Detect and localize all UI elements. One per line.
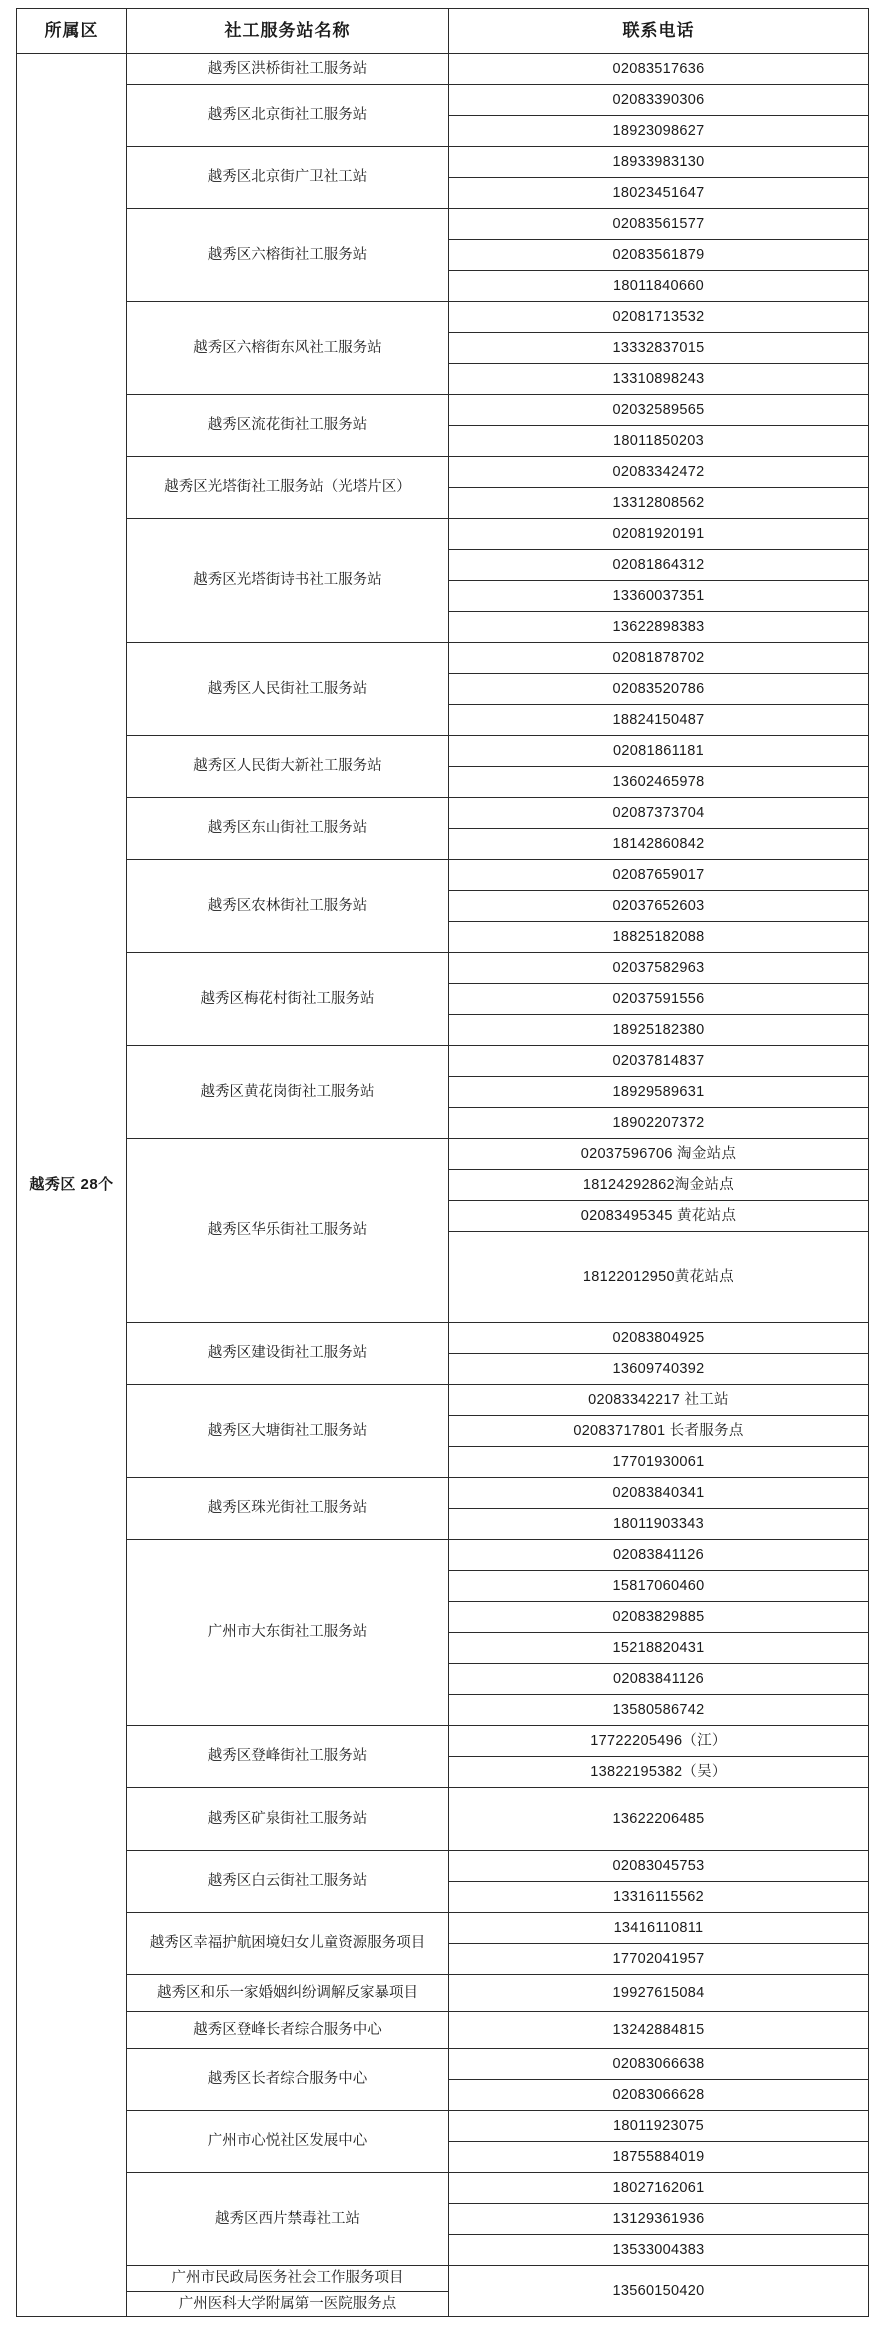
phone-cell: 13312808562	[449, 488, 869, 519]
phone-cell: 02083561879	[449, 240, 869, 271]
phone-cell: 02083390306	[449, 85, 869, 116]
phone-cell: 13822195382（吴）	[449, 1757, 869, 1788]
station-name-cell: 越秀区农林街社工服务站	[127, 860, 449, 953]
table-row	[17, 1975, 869, 2012]
station-name-cell: 越秀区北京街社工服务站	[127, 85, 449, 147]
phone-cell: 13332837015	[449, 333, 869, 364]
station-name-cell: 越秀区人民街社工服务站	[127, 643, 449, 736]
table-row	[17, 1851, 869, 1882]
phone-cell: 18933983130	[449, 147, 869, 178]
phone-cell: 18902207372	[449, 1108, 869, 1139]
table-row	[17, 643, 869, 674]
table-row	[17, 1540, 869, 1571]
table-row	[17, 209, 869, 240]
table-row	[17, 85, 869, 116]
table-row	[17, 1478, 869, 1509]
station-name-cell: 越秀区西片禁毒社工站	[127, 2173, 449, 2266]
station-name-cell: 越秀区大塘街社工服务站	[127, 1385, 449, 1478]
phone-cell: 02083342217 社工站	[449, 1385, 869, 1416]
station-name-cell: 广州市民政局医务社会工作服务项目	[127, 2266, 449, 2292]
phone-cell: 18011903343	[449, 1509, 869, 1540]
column-header-station: 社工服务站名称	[127, 9, 449, 54]
phone-cell: 17701930061	[449, 1447, 869, 1478]
station-name-cell: 越秀区珠光街社工服务站	[127, 1478, 449, 1540]
table-row	[17, 736, 869, 767]
station-name-cell: 越秀区洪桥街社工服务站	[127, 54, 449, 85]
table-row	[17, 302, 869, 333]
phone-cell: 02032589565	[449, 395, 869, 426]
phone-cell: 02037814837	[449, 1046, 869, 1077]
social-work-station-contact-table	[16, 8, 869, 2317]
phone-cell: 02081861181	[449, 736, 869, 767]
phone-cell: 18929589631	[449, 1077, 869, 1108]
station-name-cell: 越秀区建设街社工服务站	[127, 1323, 449, 1385]
phone-cell: 18011850203	[449, 426, 869, 457]
phone-cell: 02083841126	[449, 1664, 869, 1695]
table-row	[17, 2049, 869, 2080]
phone-cell: 18124292862淘金站点	[449, 1170, 869, 1201]
phone-cell: 18825182088	[449, 922, 869, 953]
station-name-cell: 越秀区登峰长者综合服务中心	[127, 2012, 449, 2049]
station-name-cell: 广州市大东街社工服务站	[127, 1540, 449, 1726]
phone-cell: 02081713532	[449, 302, 869, 333]
phone-cell: 02083066638	[449, 2049, 869, 2080]
phone-cell: 18142860842	[449, 829, 869, 860]
table-row	[17, 395, 869, 426]
phone-cell: 02083561577	[449, 209, 869, 240]
table-row	[17, 1323, 869, 1354]
table-body	[17, 54, 869, 2317]
station-name-cell: 越秀区白云街社工服务站	[127, 1851, 449, 1913]
phone-cell: 02087659017	[449, 860, 869, 891]
table-row	[17, 1726, 869, 1757]
phone-cell: 02081920191	[449, 519, 869, 550]
phone-cell: 02083829885	[449, 1602, 869, 1633]
phone-cell: 18023451647	[449, 178, 869, 209]
phone-cell: 18011923075	[449, 2111, 869, 2142]
phone-cell: 15218820431	[449, 1633, 869, 1664]
station-name-cell: 越秀区和乐一家婚姻纠纷调解反家暴项目	[127, 1975, 449, 2012]
station-name-cell: 越秀区华乐街社工服务站	[127, 1139, 449, 1323]
phone-cell: 18122012950黄花站点	[449, 1232, 869, 1323]
phone-cell: 02083804925	[449, 1323, 869, 1354]
station-name-cell: 越秀区幸福护航困境妇女儿童资源服务项目	[127, 1913, 449, 1975]
station-name-cell: 越秀区东山街社工服务站	[127, 798, 449, 860]
phone-cell: 13533004383	[449, 2235, 869, 2266]
phone-cell: 02081864312	[449, 550, 869, 581]
table-row	[17, 1385, 869, 1416]
phone-cell: 02083717801 长者服务点	[449, 1416, 869, 1447]
phone-cell: 02037596706 淘金站点	[449, 1139, 869, 1170]
phone-cell: 17702041957	[449, 1944, 869, 1975]
table-row	[17, 1788, 869, 1851]
phone-cell: 02083045753	[449, 1851, 869, 1882]
station-name-cell: 越秀区人民街大新社工服务站	[127, 736, 449, 798]
district-cell: 越秀区 28个	[17, 54, 127, 2317]
phone-cell: 02037582963	[449, 953, 869, 984]
phone-cell: 02083495345 黄花站点	[449, 1201, 869, 1232]
phone-cell: 18011840660	[449, 271, 869, 302]
phone-cell: 13622898383	[449, 612, 869, 643]
phone-cell: 02087373704	[449, 798, 869, 829]
phone-cell: 13622206485	[449, 1788, 869, 1851]
phone-cell: 13129361936	[449, 2204, 869, 2235]
phone-cell: 02037591556	[449, 984, 869, 1015]
station-name-cell: 越秀区北京街广卫社工站	[127, 147, 449, 209]
phone-cell: 19927615084	[449, 1975, 869, 2012]
station-name-cell: 越秀区黄花岗街社工服务站	[127, 1046, 449, 1139]
phone-cell: 13310898243	[449, 364, 869, 395]
phone-cell: 18824150487	[449, 705, 869, 736]
table-row	[17, 147, 869, 178]
station-name-cell: 越秀区流花街社工服务站	[127, 395, 449, 457]
phone-cell: 02083520786	[449, 674, 869, 705]
phone-cell: 18923098627	[449, 116, 869, 147]
station-name-cell: 越秀区登峰街社工服务站	[127, 1726, 449, 1788]
phone-cell: 18027162061	[449, 2173, 869, 2204]
phone-cell: 02037652603	[449, 891, 869, 922]
column-header-district: 所属区	[17, 9, 127, 54]
table-row	[17, 798, 869, 829]
table-row	[17, 953, 869, 984]
phone-cell: 02083342472	[449, 457, 869, 488]
station-name-cell: 越秀区梅花村街社工服务站	[127, 953, 449, 1046]
phone-cell: 13560150420	[449, 2266, 869, 2317]
phone-cell: 18925182380	[449, 1015, 869, 1046]
phone-cell: 13242884815	[449, 2012, 869, 2049]
phone-cell: 18755884019	[449, 2142, 869, 2173]
table-row	[17, 1046, 869, 1077]
table-row	[17, 2266, 869, 2292]
station-name-cell: 广州医科大学附属第一医院服务点	[127, 2291, 449, 2317]
table-row	[17, 1913, 869, 1944]
table-header	[17, 9, 869, 54]
phone-cell: 17722205496（江）	[449, 1726, 869, 1757]
table-row	[17, 54, 869, 85]
column-header-phone: 联系电话	[449, 9, 869, 54]
station-name-cell: 越秀区六榕街社工服务站	[127, 209, 449, 302]
table-row	[17, 2173, 869, 2204]
station-name-cell: 越秀区六榕街东风社工服务站	[127, 302, 449, 395]
phone-cell: 13360037351	[449, 581, 869, 612]
phone-cell: 02081878702	[449, 643, 869, 674]
table-row	[17, 1139, 869, 1170]
table-row	[17, 860, 869, 891]
station-name-cell: 越秀区光塔街社工服务站（光塔片区）	[127, 457, 449, 519]
phone-cell: 13316115562	[449, 1882, 869, 1913]
phone-cell: 13609740392	[449, 1354, 869, 1385]
table-header-row	[17, 9, 869, 54]
phone-cell: 02083517636	[449, 54, 869, 85]
phone-cell: 13416110811	[449, 1913, 869, 1944]
station-name-cell: 越秀区光塔街诗书社工服务站	[127, 519, 449, 643]
phone-cell: 13580586742	[449, 1695, 869, 1726]
phone-cell: 02083066628	[449, 2080, 869, 2111]
phone-cell: 02083841126	[449, 1540, 869, 1571]
phone-cell: 15817060460	[449, 1571, 869, 1602]
table-row	[17, 2111, 869, 2142]
phone-cell: 02083840341	[449, 1478, 869, 1509]
phone-cell: 13602465978	[449, 767, 869, 798]
station-name-cell: 越秀区长者综合服务中心	[127, 2049, 449, 2111]
station-name-cell: 越秀区矿泉街社工服务站	[127, 1788, 449, 1851]
table-row	[17, 2012, 869, 2049]
table-row	[17, 457, 869, 488]
table-row	[17, 519, 869, 550]
station-name-cell: 广州市心悦社区发展中心	[127, 2111, 449, 2173]
